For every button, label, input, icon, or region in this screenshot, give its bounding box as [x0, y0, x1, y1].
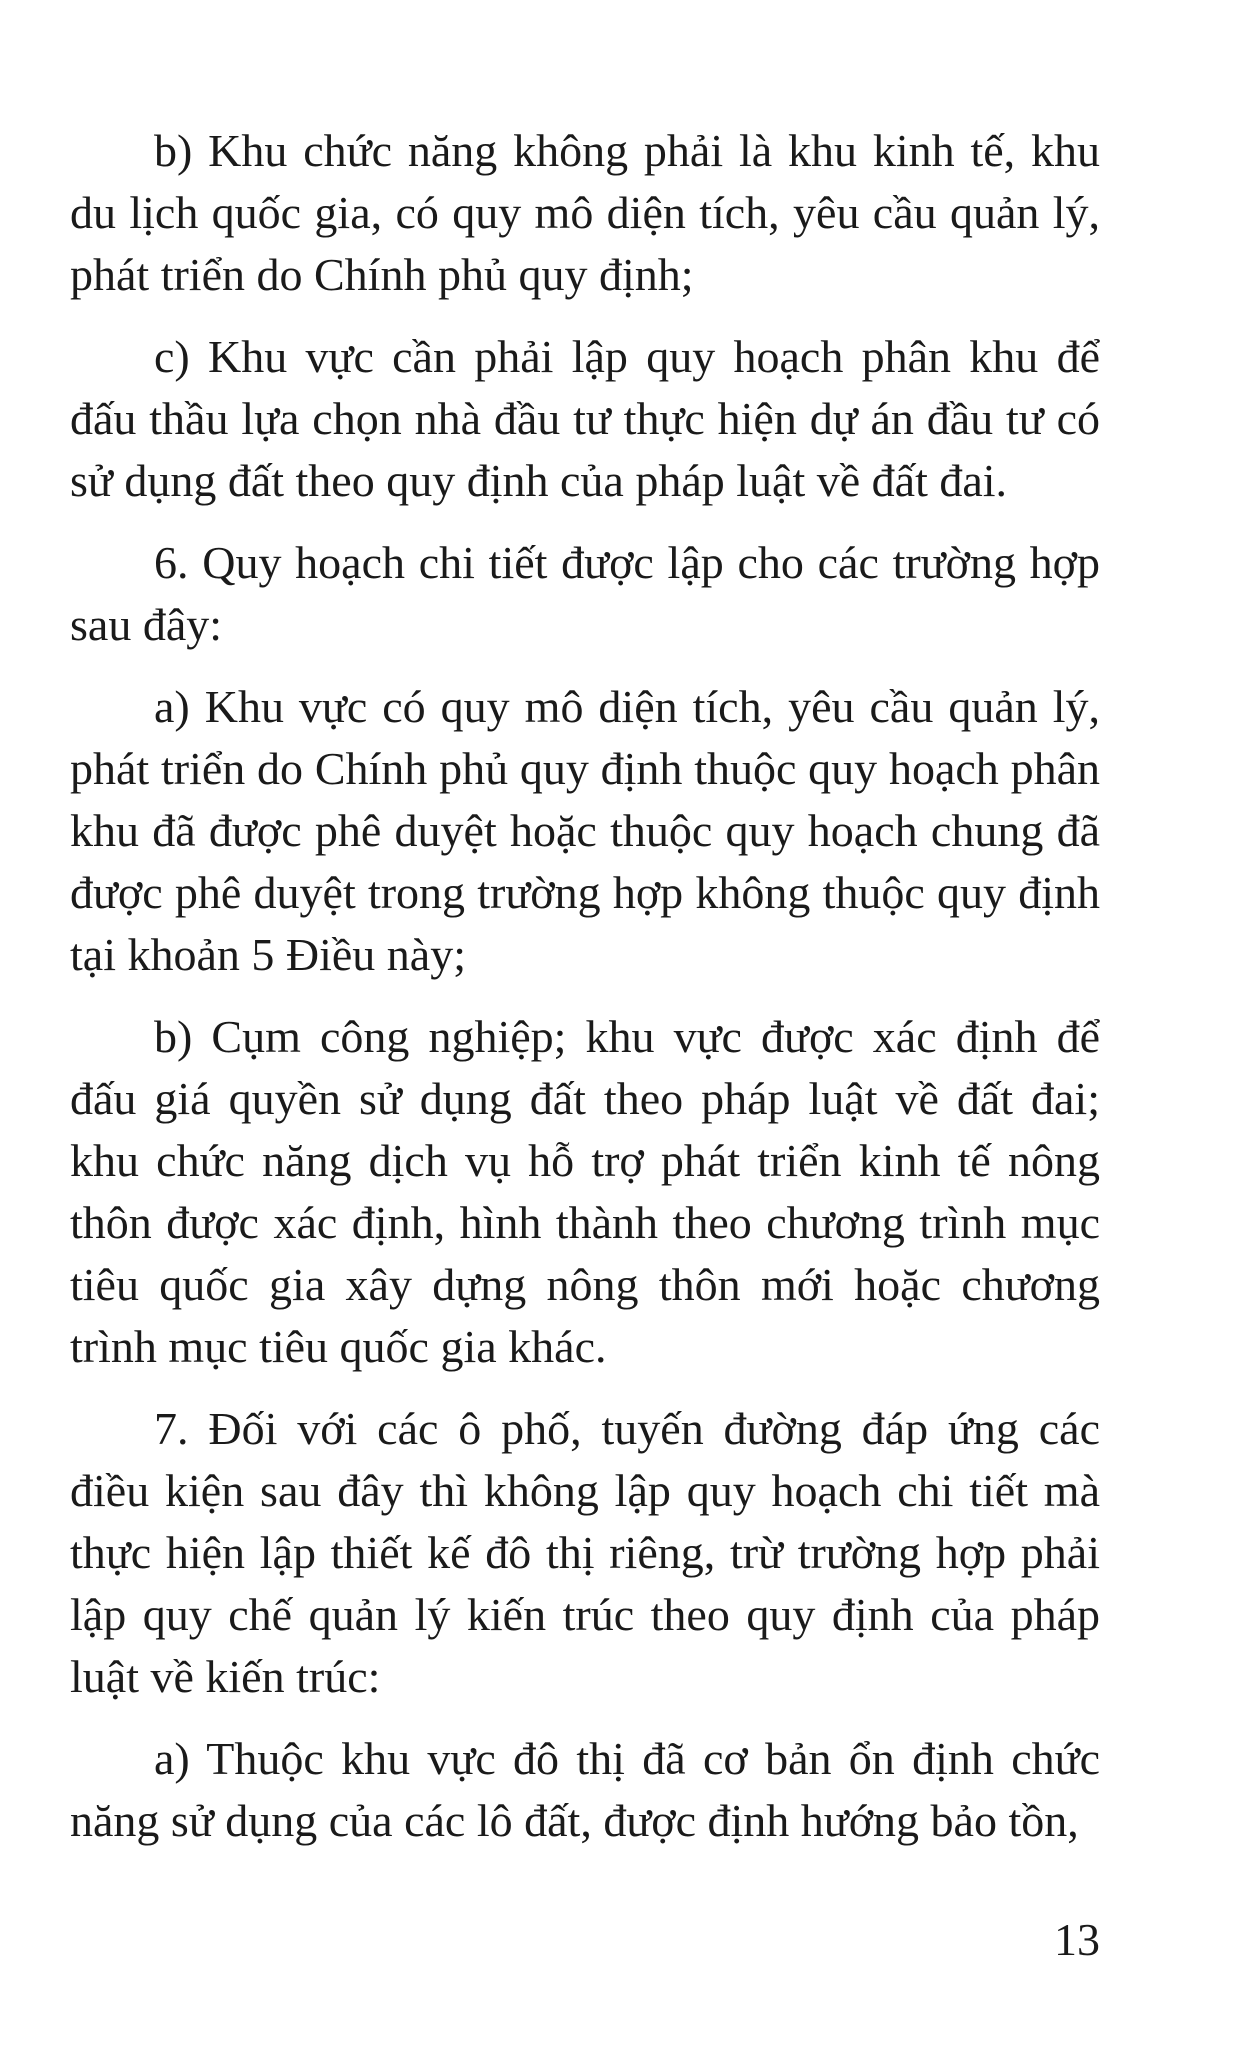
paragraph-6-detailed-planning: 6. Quy hoạch chi tiết được lập cho các trường hợp sau đây: — [70, 537, 1100, 650]
paragraph-6b-industrial-cluster: b) Cụm công nghiệp; khu vực được xác định để đấu giá quyền sử dụng đất theo pháp luật về đất đai; khu chức năng dịch vụ hỗ trợ phát triển kinh tế nông thôn được xác định, hình thành theo chương trình mục tiêu quốc gia xây dựng nông thôn mới hoặc chương trình mục tiêu quốc gia khác. — [70, 1011, 1100, 1372]
body-text — [70, 120, 1100, 1872]
paragraph-7-urban-design: 7. Đối với các ô phố, tuyến đường đáp ứng các điều kiện sau đây thì không lập quy hoạch chi tiết mà thực hiện lập thiết kế đô thị riêng, trừ trường hợp phải lập quy chế quản lý kiến trúc theo quy định của pháp luật về kiến trúc: — [70, 1403, 1100, 1702]
paragraph-6a-area: a) Khu vực có quy mô diện tích, yêu cầu quản lý, phát triển do Chính phủ quy định thuộc quy hoạch phân khu đã được phê duyệt hoặc thuộc quy hoạch chung đã được phê duyệt trong trường hợp không thuộc quy định tại khoản 5 Điều này; — [70, 681, 1100, 980]
paragraph-c-zoning-area: c) Khu vực cần phải lập quy hoạch phân khu để đấu thầu lựa chọn nhà đầu tư thực hiện dự án đầu tư có sử dụng đất theo quy định của pháp luật về đất đai. — [70, 331, 1100, 506]
paragraph-7a-stable-area: a) Thuộc khu vực đô thị đã cơ bản ổn định chức năng sử dụng của các lô đất, được định hướng bảo tồn, — [70, 1733, 1100, 1846]
page-number: 13 — [1054, 1914, 1100, 1965]
paragraph-b-functional-zone: b) Khu chức năng không phải là khu kinh tế, khu du lịch quốc gia, có quy mô diện tích, yêu cầu quản lý, phát triển do Chính phủ quy định; — [70, 125, 1100, 300]
